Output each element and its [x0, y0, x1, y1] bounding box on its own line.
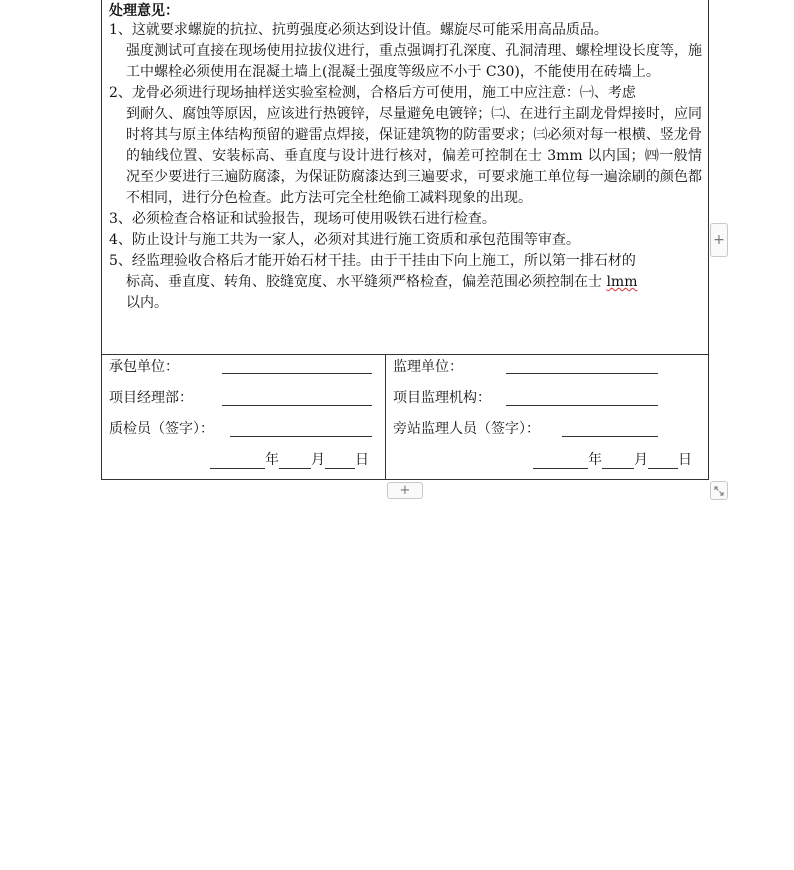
contractor-signature-cell[interactable]: [102, 355, 386, 480]
onsite-supervisor-blank: [562, 436, 658, 437]
item-text: 必须检查合格证和试验报告，现场可使用吸铁石进行检查。: [131, 211, 496, 227]
year-label: 年: [265, 452, 279, 468]
item-number: 5、: [109, 253, 132, 269]
add-row-button[interactable]: +: [387, 482, 423, 499]
list-item: [109, 20, 702, 83]
year-label: 年: [588, 452, 602, 468]
year-blank: [210, 454, 265, 469]
supervisor-signature-cell[interactable]: [386, 355, 710, 480]
item-continuation-end: 以内。: [126, 295, 168, 311]
add-column-button[interactable]: +: [710, 223, 728, 257]
month-blank: [602, 454, 634, 469]
pm-dept-blank: [222, 405, 372, 406]
item-continuation: 到耐久、腐蚀等原因，应该进行热镀锌，尽量避免电镀锌；㈡、在进行主副龙骨焊接时，应同时将其与原主体结构预留的避雷点焊接，保证建筑物的防雷要求；㈢必须对每一根横、竖龙骨的轴线位置、安装标高、垂直度与设计进行核对，偏差可控制在士 3mm 以内国；㈣一般情况至少要进行三遍防腐漆，为保证防腐漆达到三遍要求，可要求施工单位每一遍涂刷的颜色都不相同，进行分色检查。此方法可完全杜绝偷工减料现象的出现。: [126, 106, 702, 206]
supervisor-label: 监理单位：: [393, 359, 463, 375]
item-continuation: 强度测试可直接在现场使用拉拔仪进行，重点强调打孔深度、孔洞清理、螺栓埋设长度等，施工中螺栓必须使用在混凝土墙上(混凝土强度等级应不小于 C30)，不能使用在砖墙上。: [126, 43, 702, 80]
resize-icon: [713, 485, 725, 497]
item-number: 2、: [109, 85, 132, 101]
item-text: 这就要求螺旋的抗拉、抗剪强度必须达到设计值。螺旋尽可能采用高品质品。: [131, 22, 608, 38]
inspector-blank: [230, 436, 372, 437]
item-number: 1、: [109, 22, 132, 38]
inspection-table: [101, 0, 709, 480]
day-blank: [648, 454, 678, 469]
contractor-label: 承包单位：: [109, 359, 179, 375]
supervisor-blank: [506, 373, 658, 374]
month-label: 月: [634, 452, 648, 468]
month-blank: [279, 454, 311, 469]
item-text: 龙骨必须进行现场抽样送实验室检测，合格后方可使用，施工中应注意：㈠、考虑: [131, 85, 636, 101]
list-item: [109, 251, 702, 314]
list-item: [109, 209, 702, 230]
list-item: [109, 230, 702, 251]
table-resize-button[interactable]: [710, 481, 728, 500]
onsite-supervisor-label: 旁站监理人员（签字）：: [393, 421, 540, 437]
signature-section: [102, 355, 708, 480]
item-text: 防止设计与施工共为一家人，必须对其进行施工资质和承包范围等审查。: [131, 232, 580, 248]
item-continuation: [109, 272, 702, 314]
spellcheck-mark: lmm: [606, 274, 638, 290]
item-text: 经监理验收合格后才能开始石材干挂。由于干挂由下向上施工，所以第一排石材的: [131, 253, 636, 269]
month-label: 月: [311, 452, 325, 468]
item-number: 4、: [109, 232, 132, 248]
day-blank: [325, 454, 355, 469]
day-label: 日: [355, 452, 369, 468]
inspector-label: 质检员（签字）：: [109, 421, 214, 437]
pm-dept-label: 项目经理部：: [109, 390, 193, 406]
contractor-date: [210, 451, 369, 469]
item-number: 3、: [109, 211, 132, 227]
list-item: [109, 83, 702, 209]
supervision-org-blank: [506, 405, 658, 406]
contractor-blank: [222, 373, 372, 374]
supervisor-date: [533, 451, 692, 469]
supervision-org-label: 项目监理机构：: [393, 390, 491, 406]
year-blank: [533, 454, 588, 469]
day-label: 日: [678, 452, 692, 468]
item-continuation-text: 标高、垂直度、转角、胶缝宽度、水平缝须严格检查，偏差范围必须控制在士: [126, 274, 607, 290]
opinion-title: 处理意见：: [109, 3, 179, 19]
opinion-cell[interactable]: [102, 0, 708, 355]
